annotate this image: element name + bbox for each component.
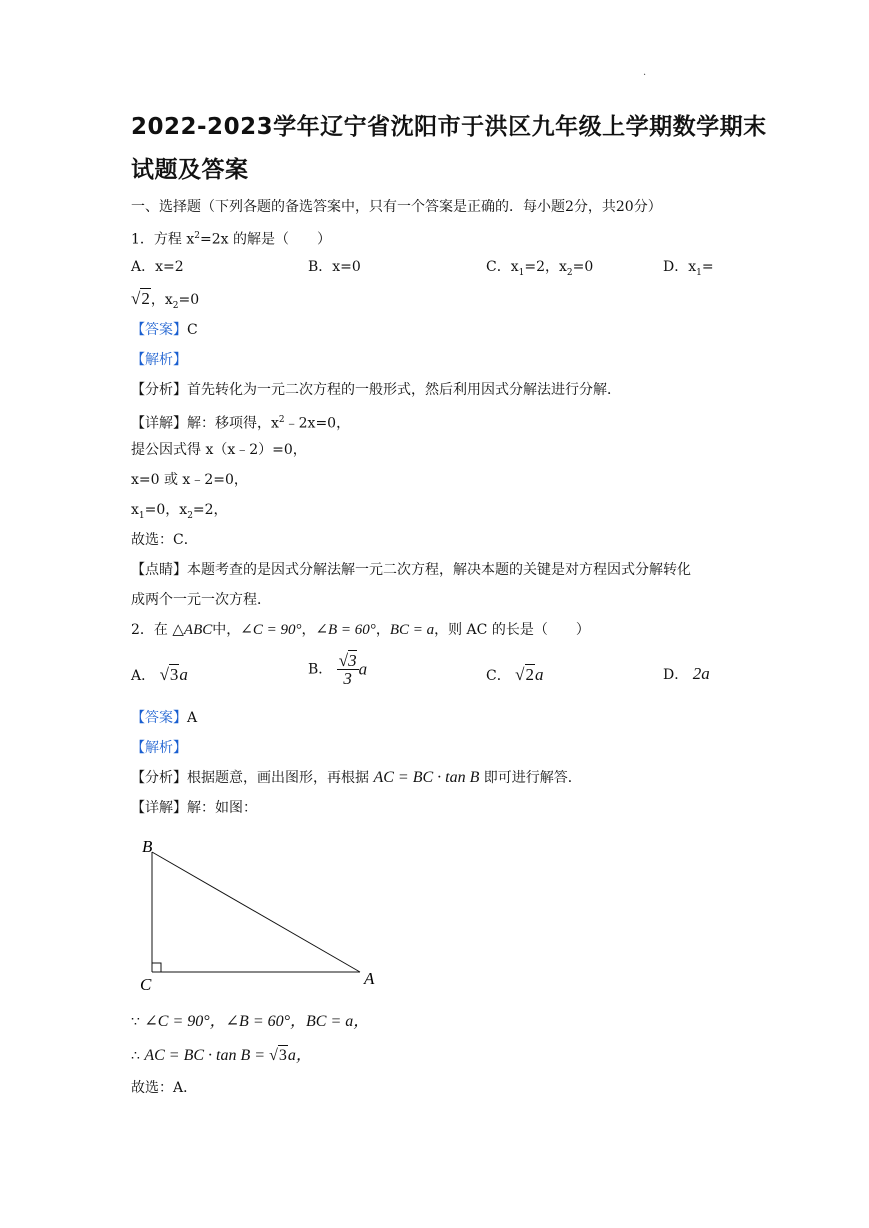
q1-dianjing-1: 【点睛】本题考查的是因式分解法解一元二次方程，解决本题的关键是对方程因式分解转化 (131, 562, 691, 578)
q2-fenxi: 【分析】根据题意，画出图形，再根据 AC = BC · tan B 即可进行解答． (131, 769, 582, 786)
q2-because: ∵ ∠C = 90°，∠B = 60°，BC = a， (131, 1013, 370, 1030)
section-heading: 一、选择题（下列各题的备选答案中，只有一个答案是正确的．每小题2分，共20分） (131, 199, 662, 215)
q2-option-a: A． √3a (131, 665, 188, 684)
document-title-line1: 2022-2023学年辽宁省沈阳市于洪区九年级上学期数学期末 (131, 114, 767, 140)
q1-option-d: D．$x_1=$ (663, 259, 714, 278)
page-mark: · (643, 70, 647, 81)
vertex-label-b: B (142, 837, 153, 856)
q1-xiangjie: 【详解】解：移项得，$x^2﹣2x=0$， (131, 415, 351, 432)
q1-answer: 【答案】C (131, 322, 198, 338)
q1-analysis-label: 【解析】 (131, 352, 187, 368)
q1-option-b: B．x=0 (308, 259, 361, 275)
side-ab (152, 852, 360, 972)
q2-answer: 【答案】A (131, 710, 198, 726)
q2-xiangjie: 【详解】解：如图： (131, 800, 257, 816)
q2-option-c: C． √2a (486, 665, 544, 684)
document-title-line2: 试题及答案 (131, 157, 249, 183)
q2-choose: 故选：A． (131, 1080, 198, 1096)
triangle-figure (130, 832, 390, 1002)
q1-fenxi: 【分析】首先转化为一元二次方程的一般形式，然后利用因式分解法进行分解． (131, 382, 621, 398)
q1-dianjing-2: 成两个一元一次方程． (131, 592, 271, 608)
q1-option-d-continued: √2，$x_2=0$ (131, 289, 200, 311)
vertex-label-c: C (140, 975, 152, 994)
q2-option-b: B． $\frac{√3}{3}$ a (308, 651, 368, 688)
q2-option-d: D． 2a (663, 664, 710, 683)
q2-analysis-label: 【解析】 (131, 740, 187, 756)
q2-stem: 2．在 △ABC中，∠C = 90°，∠B = 60°，BC = a，则 AC 的长是（ ） (131, 622, 590, 638)
q2-therefore: ∴ AC = BC · tan B = √3a， (131, 1047, 312, 1064)
q1-stem: 1．方程 $x^2=2x$ 的解是（ ） (131, 231, 331, 248)
q1-choose: 故选：C． (131, 532, 198, 548)
right-angle-mark (152, 963, 161, 972)
q1-step-2: x=0 或 x﹣2=0， (131, 472, 248, 488)
q1-step-1: 提公因式得 x（x﹣2）=0， (131, 442, 307, 458)
vertex-label-a: A (364, 969, 375, 988)
q1-step-3: $x_1=0$，$x_2=2$， (131, 502, 228, 521)
q1-option-a: A．x=2 (131, 259, 184, 275)
q1-option-c: C．$x_1=2$，$x_2=0$ (486, 259, 594, 278)
